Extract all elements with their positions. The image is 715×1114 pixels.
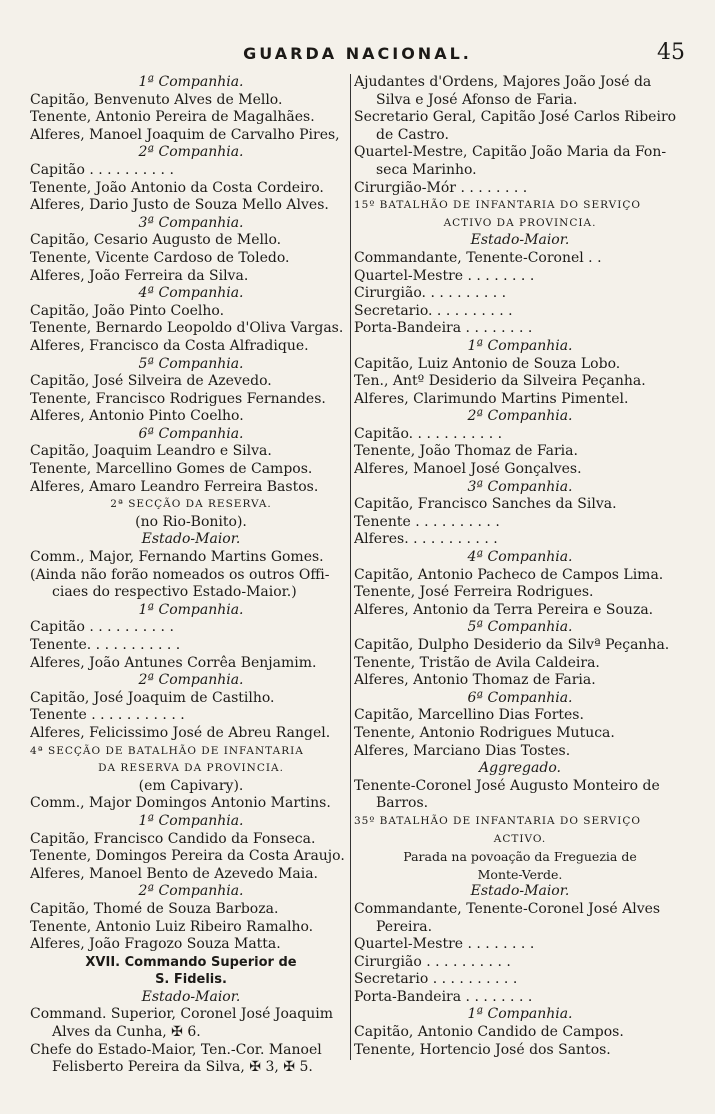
right-column-line: Aggregado. (479, 760, 561, 777)
right-column-line: ACTIVO. (493, 832, 547, 845)
right-column-line: Tenente . . . . . . . . . . (354, 513, 500, 530)
left-column-line: Tenente, Antonio Luiz Ribeiro Ramalho. (30, 918, 314, 935)
right-column-line: Quartel-Mestre . . . . . . . . (354, 936, 535, 953)
left-column (30, 74, 352, 1114)
left-column-line: 2ª SECÇÃO DA RESERVA. (110, 498, 272, 511)
left-column-line: DA RESERVA DA PROVINCIA. (98, 762, 284, 775)
left-column-line: Alves da Cunha, ✠ 6. (52, 1024, 201, 1041)
right-column-line: Alferes, Clarimundo Martins Pimentel. (354, 390, 629, 407)
left-column-line: S. Fidelis. (155, 972, 227, 988)
right-column-line: ACTIVO DA PROVINCIA. (443, 216, 597, 229)
left-column-line: ciaes do respectivo Estado-Maior.) (52, 584, 297, 601)
left-column-line: Tenente, Francisco Rodrigues Fernandes. (30, 390, 326, 407)
right-column-line: 4ª Companhia. (467, 549, 573, 566)
right-column (354, 74, 686, 1114)
right-column-line: Secretario . . . . . . . . . . (354, 971, 518, 988)
right-column-line: Tenente, João Thomaz de Faria. (354, 443, 578, 460)
page-header (30, 40, 685, 68)
right-column-line: Tenente, Hortencio José dos Santos. (354, 1041, 611, 1058)
right-column-line: Capitão, Antonio Pacheco de Campos Lima. (354, 566, 664, 583)
left-column-line: Tenente . . . . . . . . . . . (30, 707, 185, 724)
right-column-line: Capitão, Marcellino Dias Fortes. (354, 707, 584, 724)
left-column-line: (no Rio-Bonito). (135, 513, 247, 530)
left-column-line: Capitão . . . . . . . . . . (30, 161, 174, 178)
right-column-line: 1ª Companhia. (467, 337, 573, 354)
left-column-line: Alferes, Amaro Leandro Ferreira Bastos. (30, 478, 319, 495)
left-column-line: (Ainda não forão nomeados os outros Offi- (30, 566, 330, 583)
left-column-line: Capitão, Benvenuto Alves de Mello. (30, 91, 283, 108)
left-column-line: Capitão, Francisco Candido da Fonseca. (30, 830, 316, 847)
left-column-line: 2ª Companhia. (138, 883, 244, 900)
left-column-line: Alferes, Antonio Pinto Coelho. (30, 408, 244, 425)
left-column-line: Tenente, João Antonio da Costa Cordeiro. (30, 179, 324, 196)
right-column-line: Alferes, Antonio Thomaz de Faria. (354, 672, 596, 689)
right-column-line: Quartel-Mestre, Capitão João Maria da Fon- (354, 144, 667, 161)
left-column-line: Command. Superior, Coronel José Joaquim (30, 1006, 333, 1023)
left-column-line: (em Capivary). (138, 777, 244, 794)
left-column-line: Capitão, José Silveira de Azevedo. (30, 373, 272, 390)
right-column-line: Barros. (376, 795, 429, 812)
right-column-line: 15º BATALHÃO DE INFANTARIA DO SERVIÇO (354, 199, 642, 212)
right-column-line: Tenente, José Ferreira Rodrigues. (354, 584, 594, 601)
right-column-line: Tenente, Antonio Rodrigues Mutuca. (354, 724, 615, 741)
left-column-line: 3ª Companhia. (138, 214, 244, 231)
right-column-line: Estado-Maior. (470, 232, 570, 249)
right-column-line: Capitão, Dulpho Desiderio da Silvª Peçanha. (354, 637, 670, 653)
left-column-line: Alferes, João Antunes Corrêa Benjamim. (30, 654, 317, 671)
page-number: 45 (657, 40, 685, 65)
right-column-line: 1ª Companhia. (467, 1006, 573, 1023)
left-column-line: 5ª Companhia. (138, 355, 244, 372)
left-column-line: Capitão . . . . . . . . . . (30, 619, 174, 636)
right-column-line: seca Marinho. (376, 161, 477, 178)
right-column-line: Secretario. . . . . . . . . . (354, 302, 513, 319)
left-column-line: Capitão, Cesario Augusto de Mello. (30, 232, 282, 249)
right-column-line: Cirurgião . . . . . . . . . . (354, 953, 511, 970)
left-column-line: 1ª Companhia. (138, 812, 244, 829)
right-column-line: 2ª Companhia. (467, 408, 573, 425)
left-column-line: Alferes, Manoel Joaquim de Carvalho Pires, (30, 126, 340, 143)
right-column-line: Estado-Maior. (470, 883, 570, 900)
left-column-line: Alferes, Dario Justo de Souza Mello Alves. (30, 197, 329, 214)
left-column-line: Tenente, Vicente Cardoso de Toledo. (30, 249, 290, 266)
right-column-line: de Castro. (376, 126, 449, 143)
right-column-line: 3ª Companhia. (467, 478, 573, 495)
right-column-line: Monte-Verde. (477, 866, 563, 882)
left-column-line: Felisberto Pereira da Silva, ✠ 3, ✠ 5. (52, 1059, 313, 1076)
left-column-line: Capitão, Thomé de Souza Barboza. (30, 900, 279, 917)
left-column-line: Alferes, Manoel Bento de Azevedo Maia. (30, 865, 319, 882)
left-column-line: Tenente, Antonio Pereira de Magalhães. (30, 109, 315, 126)
left-column-line: 1ª Companhia. (138, 74, 244, 90)
right-column-line: Commandante, Tenente-Coronel José Alves (354, 900, 661, 917)
right-column-line: Capitão, Francisco Sanches da Silva. (354, 496, 617, 513)
left-column-line: Tenente, Domingos Pereira da Costa Araujo. (30, 848, 345, 865)
left-column-line: Tenente. . . . . . . . . . . (30, 637, 181, 653)
left-column-line: Alferes, João Ferreira da Silva. (30, 267, 249, 284)
right-column-line: Alferes. . . . . . . . . . . (354, 531, 498, 548)
right-column-line: 5ª Companhia. (467, 619, 573, 636)
right-column-line: Capitão, Antonio Candido de Campos. (354, 1024, 624, 1041)
left-column-line: 2ª Companhia. (138, 144, 244, 161)
left-column-line: Capitão, João Pinto Coelho. (30, 302, 225, 319)
right-column-line: 35º BATALHÃO DE INFANTARIA DO SERVIÇO (354, 814, 642, 827)
left-column-line: Capitão, Joaquim Leandro e Silva. (30, 443, 272, 460)
left-column-line: Estado-Maior. (141, 988, 241, 1005)
right-column-line: Quartel-Mestre . . . . . . . . (354, 267, 535, 284)
left-column-line: Tenente, Marcellino Gomes de Campos. (30, 461, 313, 478)
right-column-line: Ten., Antº Desiderio da Silveira Peçanha. (354, 373, 646, 390)
running-title: GUARDA NACIONAL. (243, 44, 472, 63)
right-column-line: Silva e José Afonso de Faria. (376, 91, 578, 108)
left-column-line: Alferes, Felicissimo José de Abreu Rangel. (30, 724, 331, 741)
left-column-line: 4ª Companhia. (138, 285, 244, 302)
right-column-line: Alferes, Manoel José Gonçalves. (354, 461, 582, 478)
right-column-line: Secretario Geral, Capitão José Carlos Ribeiro (354, 109, 677, 126)
right-column-line: Pereira. (376, 918, 433, 935)
left-column-line: XVII. Commando Superior de (85, 954, 297, 970)
right-column-line: Ajudantes d'Ordens, Majores João José da (354, 74, 652, 90)
left-column-line: 4ª SECÇÃO DE BATALHÃO DE INFANTARIA (30, 744, 304, 757)
right-column-line: Porta-Bandeira . . . . . . . . (354, 988, 533, 1005)
left-column-line: 6ª Companhia. (138, 425, 244, 442)
right-column-line: Capitão, Luiz Antonio de Souza Lobo. (354, 355, 621, 372)
left-column-line: Alferes, Francisco da Costa Alfradique. (30, 337, 309, 354)
left-column-line: Tenente, Bernardo Leopoldo d'Oliva Vargas. (30, 320, 344, 337)
left-column-line: Comm., Major Domingos Antonio Martins. (30, 795, 331, 812)
right-column-line: Cirurgião. . . . . . . . . . (354, 285, 507, 302)
left-column-line: 1ª Companhia. (138, 601, 244, 618)
right-column-line: Commandante, Tenente-Coronel . . (354, 249, 602, 266)
right-column-line: Capitão. . . . . . . . . . . (354, 425, 503, 442)
left-column-line: 2ª Companhia. (138, 672, 244, 689)
right-column-line: Cirurgião-Mór . . . . . . . . (354, 179, 528, 196)
right-column-line: Alferes, Antonio da Terra Pereira e Souza. (354, 601, 654, 618)
left-column-line: Estado-Maior. (141, 531, 241, 548)
right-column-line: 6ª Companhia. (467, 689, 573, 706)
right-column-line: Porta-Bandeira . . . . . . . . (354, 320, 533, 337)
left-column-line: Alferes, João Fragozo Souza Matta. (30, 936, 281, 953)
left-column-line: Capitão, José Joaquim de Castilho. (30, 689, 275, 706)
left-column-line: Comm., Major, Fernando Martins Gomes. (30, 549, 324, 566)
left-column-line: Chefe do Estado-Maior, Ten.-Cor. Manoel (30, 1041, 322, 1058)
right-column-line: Alferes, Marciano Dias Tostes. (354, 742, 571, 759)
right-column-line: Parada na povoação da Freguezia de (403, 849, 637, 865)
right-column-line: Tenente, Tristão de Avila Caldeira. (354, 654, 600, 671)
right-column-line: Tenente-Coronel José Augusto Monteiro de (354, 777, 660, 794)
